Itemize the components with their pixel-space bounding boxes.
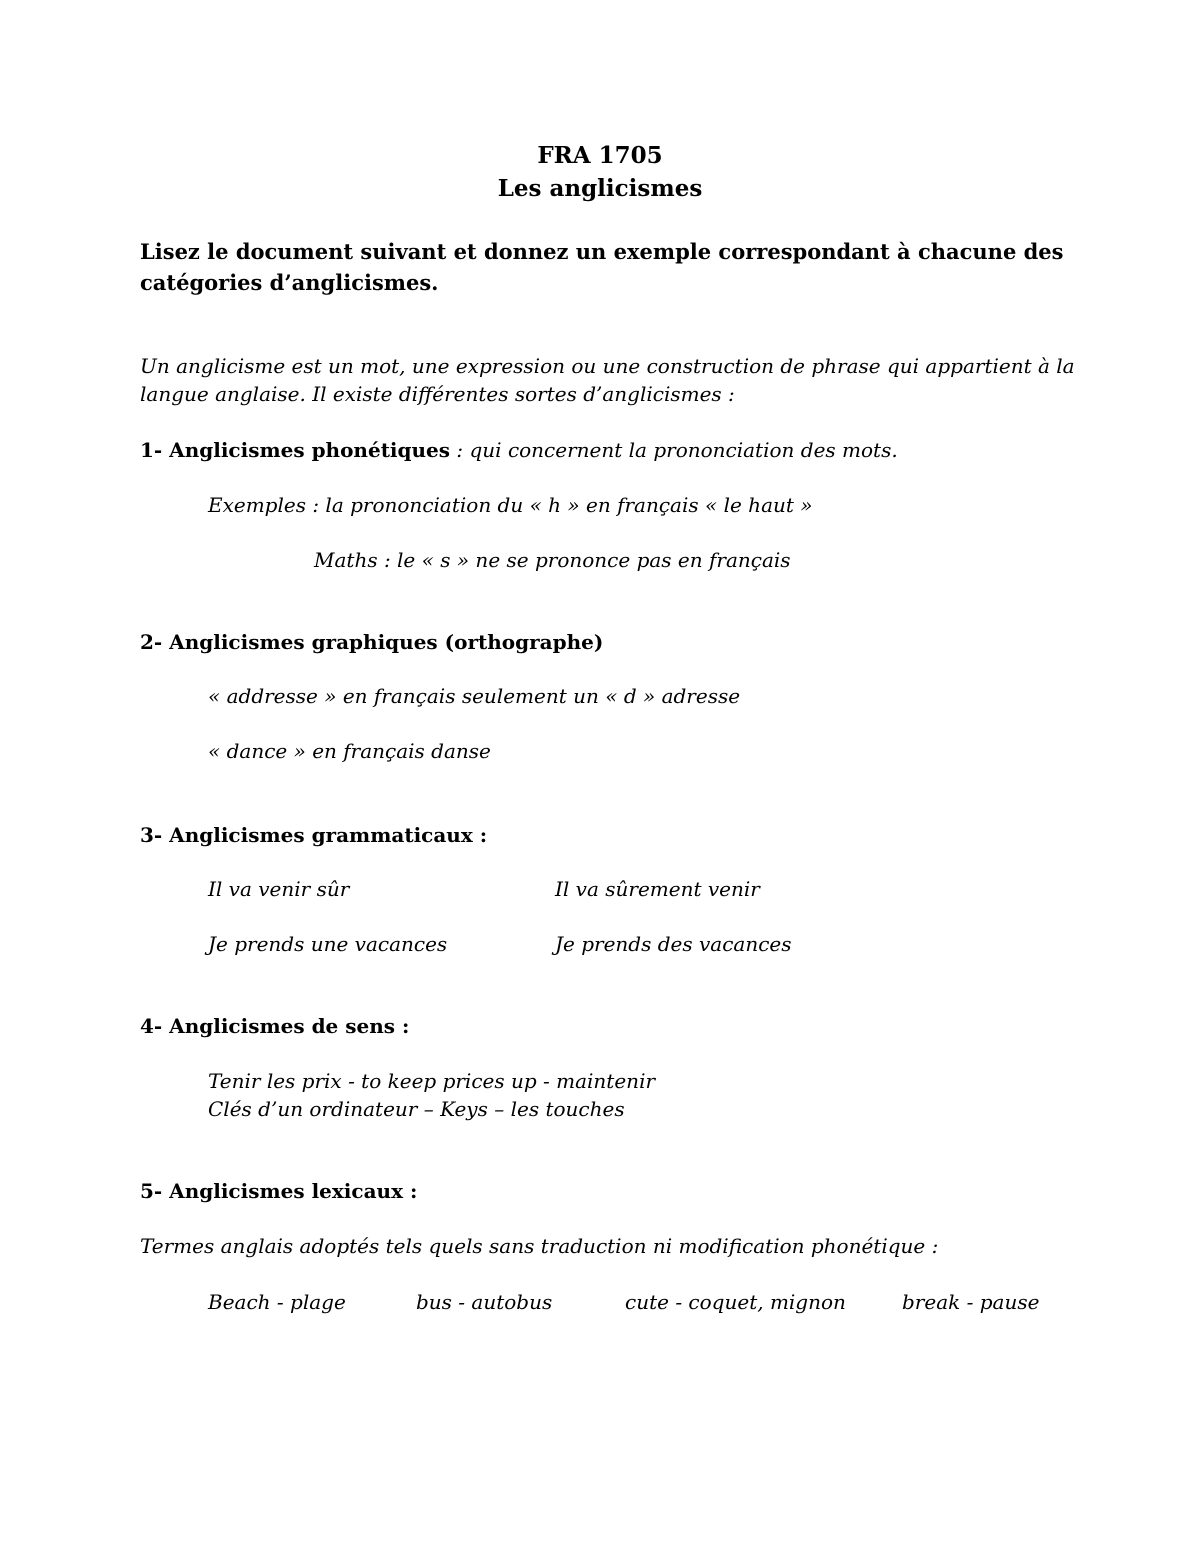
section-1-description: : qui concernent la prononciation des mots. — [450, 438, 898, 462]
instruction-line-2: catégories d’anglicismes. — [140, 270, 439, 295]
section-5-term-3: cute - coquet, mignon — [625, 1290, 846, 1314]
section-5-term-2: bus - autobus — [416, 1290, 553, 1314]
section-4-example-2: Clés d’un ordinateur – Keys – les touches — [208, 1097, 625, 1121]
section-2-example-1: « addresse » en français seulement un « d » adresse — [208, 684, 741, 708]
section-1-example-1: Exemples : la prononciation du « h » en français « le haut » — [208, 493, 813, 517]
section-2-example-2: « dance » en français danse — [208, 739, 491, 763]
section-2-heading: 2- Anglicismes graphiques (orthographe) — [140, 630, 604, 654]
section-5-term-4: break - pause — [902, 1290, 1040, 1314]
section-3-row-1-correct: Il va sûrement venir — [555, 877, 760, 901]
section-3-heading: 3- Anglicismes grammaticaux : — [140, 823, 488, 847]
instruction-line-1: Lisez le document suivant et donnez un exemple correspondant à chacune des — [140, 239, 1064, 264]
section-3-row-1-wrong: Il va venir sûr — [208, 877, 350, 901]
intro-line-2: langue anglaise. Il existe différentes sortes d’anglicismes : — [140, 382, 735, 406]
section-5-heading: 5- Anglicismes lexicaux : — [140, 1179, 418, 1203]
section-5-description: Termes anglais adoptés tels quels sans traduction ni modification phonétique : — [140, 1234, 939, 1258]
section-4-example-1: Tenir les prix - to keep prices up - maintenir — [208, 1069, 656, 1093]
section-1-example-2: Maths : le « s » ne se prononce pas en français — [314, 548, 791, 572]
section-1-line — [140, 436, 898, 464]
section-3-row-2-wrong: Je prends une vacances — [208, 932, 448, 956]
section-4-heading: 4- Anglicismes de sens : — [140, 1014, 410, 1038]
page-title: Les anglicismes — [497, 175, 703, 202]
section-1-heading: 1- Anglicismes phonétiques — [140, 438, 451, 462]
section-3-row-2-correct: Je prends des vacances — [555, 932, 792, 956]
course-code: FRA 1705 — [537, 142, 663, 169]
section-5-term-1: Beach - plage — [208, 1290, 346, 1314]
intro-line-1: Un anglicisme est un mot, une expression ou une construction de phrase qui appartient à la — [140, 354, 1075, 378]
